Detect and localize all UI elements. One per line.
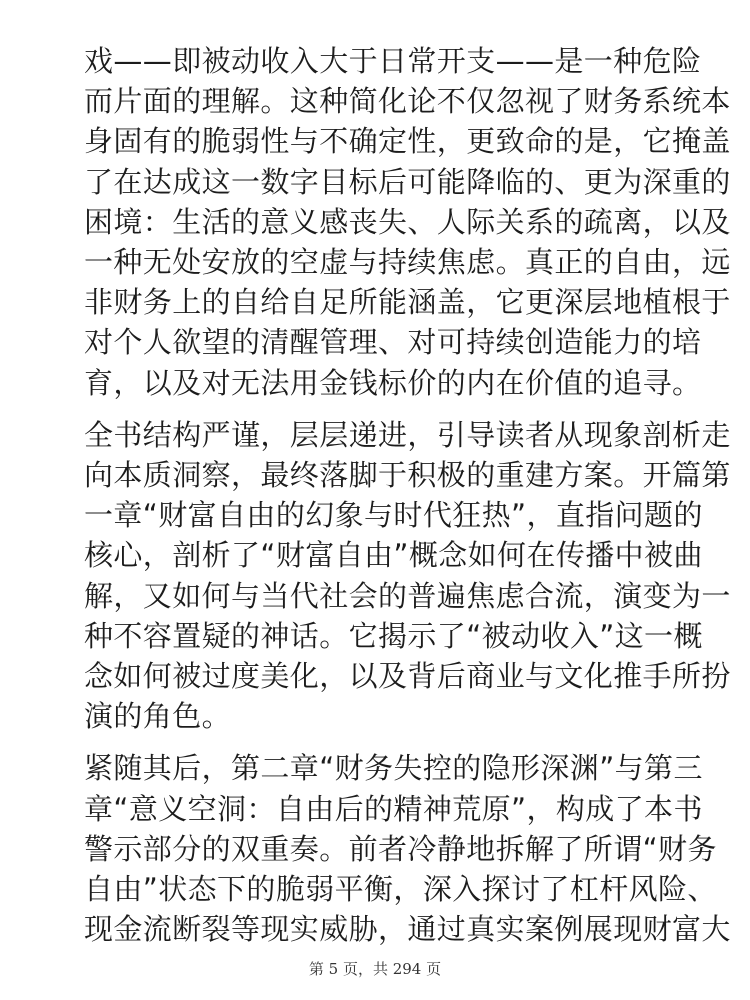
text-line: 身固有的脆弱性与不确定性，更致命的是，它掩盖 bbox=[84, 124, 731, 159]
text-line: 自由”状态下的脆弱平衡，深入探讨了杠杆风险、 bbox=[84, 872, 717, 907]
text-line: 一章“财富自由的幻象与时代狂热”，直指问题的 bbox=[84, 498, 703, 533]
text-line: 种不容置疑的神话。它揭示了“被动收入”这一概 bbox=[84, 618, 703, 653]
page-body bbox=[84, 41, 731, 961]
text-line: 解，又如何与当代社会的普遍焦虑合流，演变为一 bbox=[84, 578, 731, 613]
text-line: 困境：生活的意义感丧失、人际关系的疏离，以及 bbox=[84, 204, 731, 239]
paragraph-3 bbox=[84, 748, 731, 949]
text-line: 演的角色。 bbox=[84, 699, 232, 734]
text-line: 核心，剖析了“财富自由”概念如何在传播中被曲 bbox=[84, 538, 703, 573]
page-number: 第 5 页，共 294 页 bbox=[308, 960, 442, 978]
text-line: 了在达成这一数字目标后可能降临的、更为深重的 bbox=[84, 164, 731, 199]
text-line: 戏——即被动收入大于日常开支——是一种危险 bbox=[84, 44, 702, 78]
text-line: 而片面的理解。这种简化论不仅忽视了财务系统本 bbox=[84, 84, 731, 119]
text-line: 现金流断裂等现实威胁，通过真实案例展现财富大 bbox=[84, 912, 731, 947]
text-line: 一种无处安放的空虚与持续焦虑。真正的自由，远 bbox=[84, 245, 731, 280]
text-line: 对个人欲望的清醒管理、对可持续创造能力的培 bbox=[84, 325, 702, 360]
text-line: 章“意义空洞：自由后的精神荒原”，构成了本书 bbox=[84, 791, 703, 826]
text-line: 念如何被过度美化，以及背后商业与文化推手所扮 bbox=[84, 659, 731, 694]
paragraph-2 bbox=[84, 415, 731, 737]
text-line: 向本质洞察，最终落脚于积极的重建方案。开篇第 bbox=[84, 458, 731, 493]
text-line: 育，以及对无法用金钱标价的内在价值的追寻。 bbox=[84, 365, 702, 400]
text-line: 全书结构严谨，层层递进，引导读者从现象剖析走 bbox=[84, 417, 731, 452]
text-line: 紧随其后，第二章“财务失控的隐形深渊”与第三 bbox=[84, 751, 703, 786]
paragraph-1 bbox=[84, 41, 731, 403]
text-line: 非财务上的自给自足所能涵盖，它更深层地植根于 bbox=[84, 285, 731, 320]
text-line: 警示部分的双重奏。前者冷静地拆解了所谓“财务 bbox=[84, 831, 717, 866]
